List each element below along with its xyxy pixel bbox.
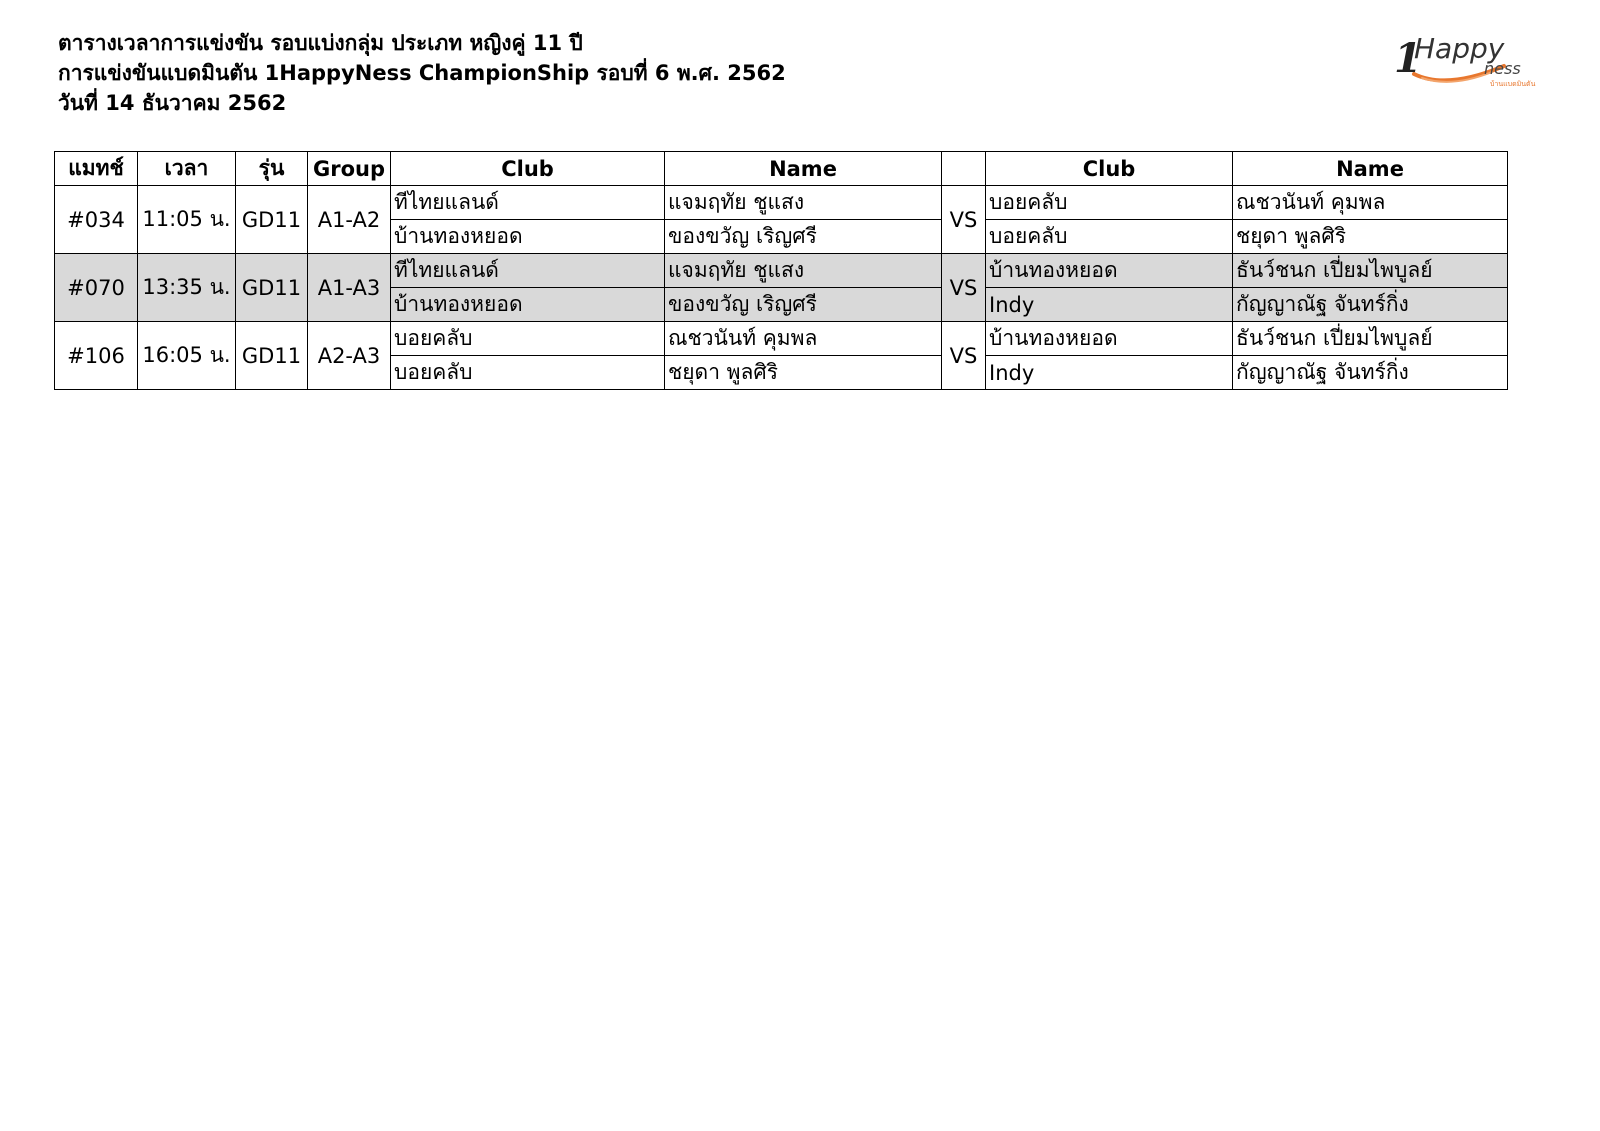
header-match: แมทช์ bbox=[55, 152, 138, 186]
right-club: บอยคลับ bbox=[986, 186, 1233, 220]
left-player-name: ของขวัญ เริญศรี bbox=[665, 220, 942, 254]
header-time: เวลา bbox=[138, 152, 236, 186]
left-player-name: ณชวนันท์ คุมพล bbox=[665, 322, 942, 356]
match-number: #034 bbox=[55, 186, 138, 254]
left-player-name: ของขวัญ เริญศรี bbox=[665, 288, 942, 322]
right-club: Indy bbox=[986, 356, 1233, 390]
header-group: Group bbox=[308, 152, 391, 186]
match-number: #106 bbox=[55, 322, 138, 390]
left-club: บ้านทองหยอด bbox=[391, 220, 665, 254]
right-club: บ้านทองหยอด bbox=[986, 254, 1233, 288]
left-player-name: แจมฤทัย ชูแสง bbox=[665, 186, 942, 220]
left-player-name: ชยุดา พูลศิริ bbox=[665, 356, 942, 390]
match-group: A1-A2 bbox=[308, 186, 391, 254]
document-header bbox=[58, 28, 786, 118]
header-club-right: Club bbox=[986, 152, 1233, 186]
vs-label: VS bbox=[942, 254, 986, 322]
schedule-title: ตารางเวลาการแข่งขัน รอบแบ่งกลุ่ม ประเภท หญิงคู่ 11 ปี bbox=[58, 31, 583, 55]
event-date: วันที่ 14 ธันวาคม 2562 bbox=[58, 91, 287, 115]
right-player-name: กัญญาณัฐ จันทร์กิ่ง bbox=[1233, 356, 1508, 390]
match-group: A1-A3 bbox=[308, 254, 391, 322]
match-time: 13:35 น. bbox=[138, 254, 236, 322]
svg-text:บ้านแบดมินตัน: บ้านแบดมินตัน bbox=[1490, 80, 1536, 88]
svg-text:Happy: Happy bbox=[1414, 32, 1505, 65]
right-player-name: ณชวนันท์ คุมพล bbox=[1233, 186, 1508, 220]
match-division: GD11 bbox=[236, 322, 308, 390]
right-club: บอยคลับ bbox=[986, 220, 1233, 254]
left-player-name: แจมฤทัย ชูแสง bbox=[665, 254, 942, 288]
match-time: 16:05 น. bbox=[138, 322, 236, 390]
svg-text:1: 1 bbox=[1394, 35, 1422, 82]
left-club: ทีไทยแลนด์ bbox=[391, 254, 665, 288]
match-division: GD11 bbox=[236, 186, 308, 254]
vs-label: VS bbox=[942, 186, 986, 254]
right-club: บ้านทองหยอด bbox=[986, 322, 1233, 356]
right-player-name: กัญญาณัฐ จันทร์กิ่ง bbox=[1233, 288, 1508, 322]
right-club: Indy bbox=[986, 288, 1233, 322]
table-row bbox=[55, 186, 1508, 220]
left-club: บอยคลับ bbox=[391, 322, 665, 356]
right-player-name: ธันว์ชนก เปี่ยมไพบูลย์ bbox=[1233, 254, 1508, 288]
table-row bbox=[55, 254, 1508, 288]
tournament-name: การแข่งขันแบดมินตัน 1HappyNess ChampionShip รอบที่ 6 พ.ศ. 2562 bbox=[58, 61, 786, 85]
match-number: #070 bbox=[55, 254, 138, 322]
table-header-row bbox=[55, 152, 1508, 186]
match-schedule-table bbox=[54, 151, 1508, 390]
header-name-left: Name bbox=[665, 152, 942, 186]
left-club: บอยคลับ bbox=[391, 356, 665, 390]
header-vs bbox=[942, 152, 986, 186]
left-club: บ้านทองหยอด bbox=[391, 288, 665, 322]
header-club-left: Club bbox=[391, 152, 665, 186]
match-division: GD11 bbox=[236, 254, 308, 322]
happyness-logo bbox=[1392, 28, 1542, 92]
header-division: รุ่น bbox=[236, 152, 308, 186]
header-name-right: Name bbox=[1233, 152, 1508, 186]
match-group: A2-A3 bbox=[308, 322, 391, 390]
right-player-name: ธันว์ชนก เปี่ยมไพบูลย์ bbox=[1233, 322, 1508, 356]
table-row bbox=[55, 322, 1508, 356]
vs-label: VS bbox=[942, 322, 986, 390]
right-player-name: ชยุดา พูลศิริ bbox=[1233, 220, 1508, 254]
svg-text:ness: ness bbox=[1484, 59, 1521, 78]
match-time: 11:05 น. bbox=[138, 186, 236, 254]
left-club: ทีไทยแลนด์ bbox=[391, 186, 665, 220]
